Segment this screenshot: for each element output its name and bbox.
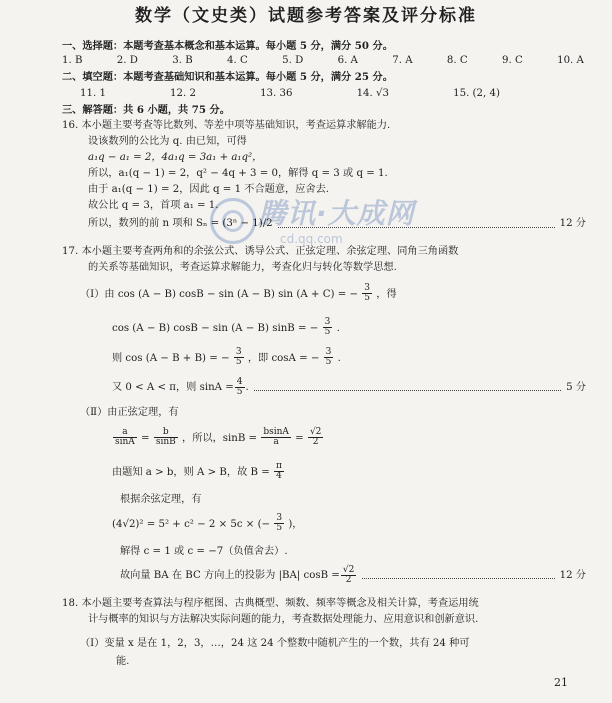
answer-13: 13. 36 (260, 88, 293, 99)
watermark-text: 腾讯·大成网 (258, 197, 415, 230)
denominator: a (273, 437, 279, 448)
fraction-sqrt2-2 (308, 428, 323, 448)
q18-part1-line2: 能. (116, 656, 130, 667)
q17-p2c-text: 由题知 a > b，则 A > B，故 B = (112, 466, 270, 478)
q17-part1-line3 (112, 348, 341, 368)
q17-intro-2: 的关系等基础知识，考查运算求解能力，考查化归与转化等数学思想. (88, 262, 397, 273)
q16-line3: a₁q − a₁ = 2，4a₁q = 3a₁ + a₁q²， (88, 152, 263, 163)
answer-12: 12. 2 (170, 88, 196, 99)
part2-answers (80, 88, 500, 101)
numerator: 4 (236, 377, 243, 387)
fraction-3-5 (362, 284, 372, 304)
denominator: 2 (345, 575, 352, 586)
denominator: 5 (276, 523, 283, 534)
denominator: sinB (155, 437, 176, 448)
q17-p1a-text: （Ⅰ）由 cos (A − B) cosB − sin (A − B) sin (A + C) = − (80, 288, 359, 300)
part2-heading: 二、填空题：本题考查基础知识和基本运算。每小题 5 分，满分 25 分。 (62, 71, 393, 83)
watermark-url: cd.qq.com (280, 232, 343, 246)
q16-score: 12 分 (559, 218, 586, 229)
answer-10: 10. A (557, 55, 584, 66)
denominator: 5 (325, 357, 332, 368)
equals-sign: = (141, 432, 150, 444)
fraction-b-sinB (154, 428, 178, 448)
numerator: π (276, 461, 282, 471)
q17-part2-heading: （Ⅱ）由正弦定理，有 (80, 407, 179, 418)
fraction-4-5 (235, 378, 245, 398)
score-leader (362, 572, 554, 579)
q17-p2g-text: 故向量 BA 在 BC 方向上的投影为 |BA| cosB = (120, 569, 340, 581)
q18-intro: 18. 本小题主要考查算法与程序框图、古典概型、频数、频率等概念及相关计算，考查运用统 (62, 598, 479, 609)
numerator: 3 (364, 283, 371, 293)
page-title: 数学（文史类）试题参考答案及评分标准 (135, 6, 477, 26)
q17-p1d-post: . (245, 381, 249, 393)
fraction-3-5 (324, 348, 334, 368)
numerator: bsinA (263, 427, 289, 437)
q17-p1b-post: . (336, 322, 340, 334)
score-leader (254, 384, 561, 391)
denominator: 5 (235, 357, 242, 368)
numerator: b (154, 428, 178, 438)
denominator: 2 (312, 437, 319, 448)
answer-11: 11. 1 (80, 88, 106, 99)
q17-p1a-post: ，得 (376, 288, 397, 300)
q17-score2: 12 分 (559, 569, 586, 581)
q16-line2: 设该数列的公比为 q. 由已知，可得 (88, 136, 247, 147)
denominator: 5 (324, 327, 331, 338)
q17-part2-line2 (112, 462, 285, 482)
q16-line5: 由于 a₁(q − 1) = 2，因此 q = 1 不合题意，应舍去. (88, 184, 330, 195)
answer-1: 1. B (62, 55, 83, 66)
fraction-sqrt2-2 (341, 566, 356, 586)
fraction-3-5 (234, 348, 244, 368)
numerator: 3 (235, 347, 242, 357)
fraction-3-5 (274, 514, 284, 534)
answer-9: 9. C (502, 55, 523, 66)
denominator: 5 (236, 387, 243, 398)
q17-part1-line2 (112, 318, 340, 338)
q16-line7: 所以，数列的前 n 项和 Sₙ = (3ⁿ − 1)/2 (88, 218, 273, 229)
q17-part2-line3: 根据余弦定理，有 (120, 494, 202, 505)
q17-p1d-text: 又 0 < A < π，则 sinA = (112, 381, 234, 393)
part1-answers (62, 55, 584, 68)
numerator: √2 (309, 427, 322, 437)
answer-8: 8. C (446, 55, 468, 66)
q17-p1c-text: 则 cos (A − B + B) = − (112, 352, 230, 364)
q16-intro: 16. 本小题主要考查等比数列、等差中项等基础知识，考查运算求解能力. (62, 120, 391, 131)
fraction-a-sinA (113, 428, 137, 448)
page-number: 21 (554, 676, 568, 689)
q17-p2e-post: )， (288, 518, 303, 530)
q17-p2e-text: (4√2)² = 5² + c² − 2 × 5c × (− (112, 518, 271, 530)
numerator: √2 (342, 565, 355, 575)
q17-part2-line4 (112, 514, 303, 534)
answer-6: 6. A (337, 55, 358, 66)
fraction-3-5 (323, 318, 333, 338)
q17-part1-line4 (112, 378, 586, 398)
q17-score1: 5 分 (566, 381, 586, 393)
q17-part2-line5: 解得 c = 1 或 c = −7（负值舍去）. (120, 546, 288, 557)
q16-conclusion (88, 218, 586, 231)
q18-part1-line1: （Ⅰ）变量 x 是在 1，2，3，…，24 这 24 个整数中随机产生的一个数，共有 24 种可 (80, 638, 470, 649)
answer-15: 15. (2, 4) (453, 88, 500, 99)
score-leader (278, 221, 555, 228)
denominator: 5 (364, 293, 371, 304)
numerator: 3 (324, 317, 331, 327)
q17-part1-line1 (80, 284, 397, 304)
fraction-pi-4 (274, 462, 284, 482)
q17-p1c-mid: ，即 cosA = − (247, 352, 320, 364)
numerator: 3 (276, 513, 283, 523)
part3-heading: 三、解答题：共 6 小题，共 75 分。 (62, 104, 230, 116)
q16-line6: 故公比 q = 3，首项 a₁ = 1. (88, 200, 219, 211)
q16-line4: 所以，a₁(q − 1) = 2，q² − 4q + 3 = 0，解得 q = 3 或 q = 1. (88, 168, 388, 179)
q17-part2-line6 (120, 566, 586, 586)
answer-7: 7. A (392, 55, 413, 66)
numerator: 3 (325, 347, 332, 357)
denominator: 4 (276, 471, 282, 482)
q17-intro: 17. 本小题主要考查两角和的余弦公式、诱导公式、正弦定理、余弦定理、同角三角函数 (62, 246, 459, 257)
numerator: a (113, 428, 137, 438)
q18-intro-2: 计与概率的知识与方法解决实际问题的能力，考查数据处理能力、应用意识和创新意识. (88, 614, 479, 625)
answer-2: 2. D (116, 55, 138, 66)
q17-p2b-mid: ，所以，sinB = (182, 432, 258, 444)
denominator: sinA (115, 437, 135, 448)
answer-14: 14. √3 (356, 88, 389, 99)
q17-part2-line1 (112, 428, 324, 448)
q17-p1c-post: . (337, 352, 341, 364)
equals-sign: = (295, 432, 304, 444)
answer-4: 4. C (227, 55, 248, 66)
answer-5: 5. D (282, 55, 304, 66)
q17-p1b-text: cos (A − B) cosB − sin (A − B) sinB = − (112, 322, 319, 334)
part1-heading: 一、选择题：本题考查基本概念和基本运算。每小题 5 分，满分 50 分。 (62, 40, 393, 52)
fraction-bsinA-a (261, 428, 291, 448)
answer-3: 3. B (172, 55, 193, 66)
